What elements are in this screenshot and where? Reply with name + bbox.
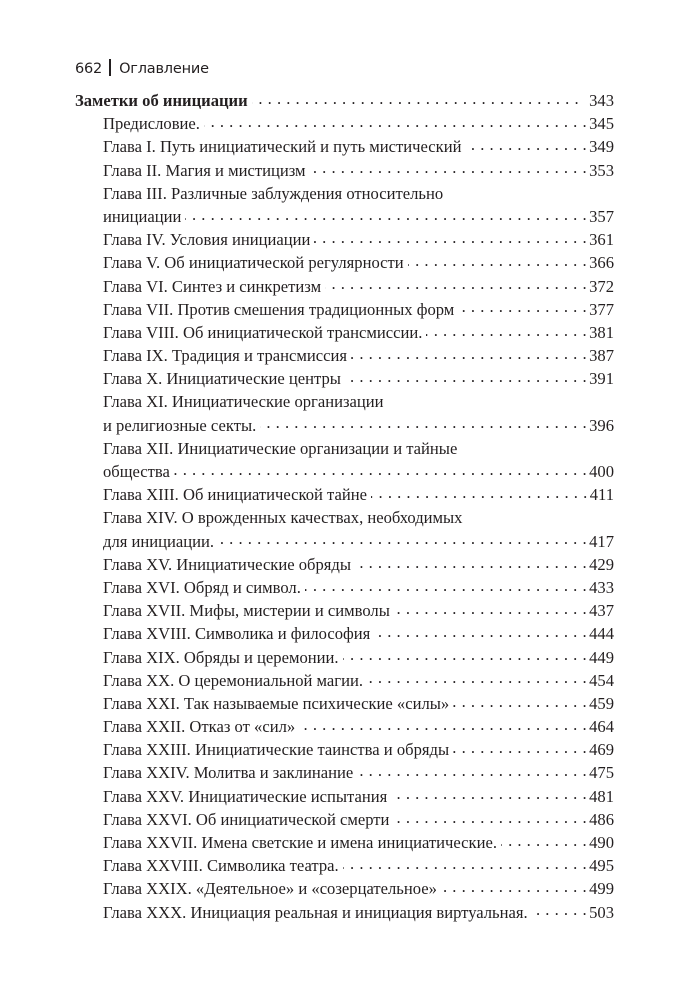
toc-page-number: 345 bbox=[589, 114, 614, 134]
dot-leader bbox=[532, 901, 587, 918]
toc-page-number: 469 bbox=[589, 740, 614, 760]
toc-entry-title: Глава I. Путь инициатический и путь мистический bbox=[103, 137, 462, 157]
toc-entry-title: общества bbox=[103, 462, 170, 481]
dot-leader bbox=[367, 669, 587, 686]
toc-entry-title: Глава VIII. Об инициатической трансмиссии. bbox=[103, 322, 423, 342]
toc-entry-title: Глава V. Об инициатической регулярности bbox=[103, 253, 404, 273]
toc-page-number: 357 bbox=[589, 206, 614, 226]
dot-leader bbox=[325, 275, 587, 292]
toc-page-number: 387 bbox=[589, 346, 614, 366]
toc-page-number: 400 bbox=[589, 462, 614, 481]
toc-section-title: Заметки об инициации bbox=[75, 91, 248, 110]
toc-page-number: 377 bbox=[589, 299, 614, 319]
page-number: 662 bbox=[75, 61, 103, 77]
toc-entry-title: Глава XVII. Мифы, мистерии и символы bbox=[103, 601, 390, 621]
toc-page-number: 391 bbox=[589, 369, 614, 389]
toc-entry[interactable] bbox=[75, 483, 614, 506]
toc-entry[interactable] bbox=[75, 761, 614, 784]
toc-entry-title: Предисловие. bbox=[103, 114, 200, 134]
toc-entry[interactable] bbox=[75, 390, 614, 413]
toc-entry[interactable] bbox=[75, 298, 614, 321]
toc-entry[interactable] bbox=[75, 646, 614, 669]
toc-page-number: 486 bbox=[589, 809, 614, 829]
toc-entry-title: Глава XXVI. Об инициатической смерти bbox=[103, 809, 390, 829]
toc-entry[interactable] bbox=[75, 599, 614, 622]
dot-leader bbox=[310, 159, 588, 176]
running-head-title: Оглавление bbox=[119, 61, 209, 77]
toc-entry-title: Глава XVI. Обряд и символ. bbox=[103, 577, 301, 597]
dot-leader bbox=[357, 762, 587, 779]
toc-page-number: 396 bbox=[589, 415, 614, 435]
toc-entry-title: Глава X. Инициатические центры bbox=[103, 369, 341, 389]
toc-entry-title: Глава IX. Традиция и трансмиссия bbox=[103, 346, 347, 366]
toc-page-number: 464 bbox=[589, 717, 614, 737]
toc-page-number: 372 bbox=[589, 276, 614, 296]
dot-leader bbox=[305, 576, 587, 593]
toc-entry[interactable] bbox=[75, 437, 614, 460]
dot-leader bbox=[391, 785, 587, 802]
dot-leader bbox=[204, 113, 587, 130]
toc-page-number: 454 bbox=[589, 670, 614, 690]
toc-entry-title: Глава XX. О церемониальной магии. bbox=[103, 670, 364, 690]
toc-page-number: 481 bbox=[589, 786, 614, 806]
toc-entry[interactable] bbox=[75, 135, 614, 158]
dot-leader bbox=[453, 739, 587, 756]
toc-entry-title: Глава XII. Инициатические организации и тайные bbox=[103, 438, 458, 458]
toc-page-number: 490 bbox=[589, 833, 614, 852]
toc-page-number: 366 bbox=[589, 253, 614, 273]
toc-entry-title: Глава VI. Синтез и синкретизм bbox=[103, 276, 322, 296]
dot-leader bbox=[345, 368, 587, 385]
toc-entry-title: Глава XIV. О врожденных качествах, необходимых bbox=[103, 508, 463, 528]
toc-page-number: 417 bbox=[589, 531, 614, 551]
toc-entry-title: Глава VII. Против смешения традиционных форм bbox=[103, 299, 455, 319]
toc-entry-title: Глава XXI. Так называемые психические «силы» bbox=[103, 693, 450, 713]
dot-leader bbox=[343, 646, 588, 663]
dot-leader bbox=[394, 600, 587, 617]
toc-entry-title: для инициации. bbox=[103, 531, 215, 551]
toc-page-number: 381 bbox=[589, 322, 614, 342]
toc-entry[interactable] bbox=[75, 901, 614, 924]
toc-entry-title: Глава XXV. Инициатические испытания bbox=[103, 786, 388, 806]
toc-entry-title: Глава XXIX. «Деятельное» и «созерцательное» bbox=[103, 879, 437, 899]
toc-entry-title: Глава III. Различные заблуждения относительно bbox=[103, 183, 444, 203]
dot-leader bbox=[393, 808, 587, 825]
toc-page-number: 411 bbox=[589, 485, 614, 505]
toc-page-number: 349 bbox=[589, 137, 614, 157]
dot-leader bbox=[343, 855, 587, 872]
toc-entry[interactable] bbox=[75, 854, 614, 877]
dot-leader bbox=[371, 484, 588, 501]
toc-entry-title: Глава XXVII. Имена светские и имена инициатические. bbox=[103, 833, 497, 852]
toc-page-number: 353 bbox=[589, 160, 614, 180]
toc-page-number: 444 bbox=[589, 624, 614, 644]
toc-entry-continuation[interactable] bbox=[75, 414, 614, 437]
toc-page-number: 495 bbox=[589, 856, 614, 876]
toc-entry-title: Глава XXIII. Инициатические таинства и обряды bbox=[103, 740, 450, 760]
toc-page-number: 449 bbox=[589, 647, 614, 667]
toc-entry-title: Глава XV. Инициатические обряды bbox=[103, 554, 352, 574]
toc-entry[interactable] bbox=[75, 669, 614, 692]
dot-leader bbox=[441, 878, 587, 895]
toc-section-heading[interactable] bbox=[75, 89, 614, 112]
toc-entry[interactable] bbox=[75, 251, 614, 274]
toc-entry[interactable] bbox=[75, 344, 614, 367]
dot-leader bbox=[465, 136, 587, 153]
dot-leader bbox=[355, 553, 587, 570]
toc-entry[interactable] bbox=[75, 159, 614, 182]
toc-entry[interactable] bbox=[75, 877, 614, 900]
dot-leader bbox=[218, 530, 587, 547]
toc-entry-title: Глава II. Магия и мистицизм bbox=[103, 160, 306, 180]
toc-entry[interactable] bbox=[75, 275, 614, 298]
toc-entry[interactable] bbox=[75, 553, 614, 576]
toc-entry-continuation[interactable] bbox=[75, 460, 614, 483]
toc-entry-continuation[interactable] bbox=[75, 205, 614, 228]
toc-entry-title: Глава IV. Условия инициации bbox=[103, 230, 311, 250]
table-of-contents bbox=[75, 89, 614, 924]
toc-entry[interactable] bbox=[75, 506, 614, 529]
toc-entry-title: Глава XVIII. Символика и философия bbox=[103, 624, 371, 644]
toc-entry[interactable] bbox=[75, 182, 614, 205]
toc-page-number: 429 bbox=[589, 554, 614, 574]
dot-leader bbox=[501, 831, 587, 848]
dot-leader bbox=[408, 252, 587, 269]
toc-entry[interactable] bbox=[75, 622, 614, 645]
dot-leader bbox=[252, 89, 579, 106]
toc-entry-title: Глава XXII. Отказ от «сил» bbox=[103, 717, 296, 737]
dot-leader bbox=[299, 715, 587, 732]
dot-leader bbox=[374, 623, 587, 640]
toc-entry-title: Глава XIII. Об инициатической тайне bbox=[103, 485, 368, 505]
header-separator bbox=[109, 59, 111, 76]
toc-entry[interactable] bbox=[75, 112, 614, 135]
toc-entry[interactable] bbox=[75, 715, 614, 738]
toc-page-number: 433 bbox=[589, 577, 614, 597]
toc-entry[interactable] bbox=[75, 576, 614, 599]
toc-page-number: 343 bbox=[589, 91, 614, 110]
dot-leader bbox=[314, 229, 587, 246]
toc-entry-title: Глава XXVIII. Символика театра. bbox=[103, 856, 339, 876]
dot-leader bbox=[351, 344, 587, 361]
toc-entry-title: Глава XXIV. Молитва и заклинание bbox=[103, 763, 354, 783]
dot-leader bbox=[260, 414, 587, 431]
toc-page-number: 503 bbox=[589, 902, 614, 922]
toc-entry-title: Глава XXX. Инициация реальная и инициация виртуальная. bbox=[103, 902, 528, 922]
toc-page-number: 499 bbox=[589, 879, 614, 899]
toc-entry[interactable] bbox=[75, 831, 614, 854]
toc-page-number: 459 bbox=[589, 693, 614, 713]
dot-leader bbox=[174, 460, 587, 477]
toc-entry-title: Глава XIX. Обряды и церемонии. bbox=[103, 647, 339, 667]
toc-entry[interactable] bbox=[75, 228, 614, 251]
dot-leader bbox=[453, 692, 587, 709]
toc-entry[interactable] bbox=[75, 738, 614, 761]
toc-entry-title: инициации bbox=[103, 206, 182, 226]
toc-entry[interactable] bbox=[75, 367, 614, 390]
toc-entry-continuation[interactable] bbox=[75, 530, 614, 553]
running-head bbox=[75, 59, 209, 77]
toc-entry-title: и религиозные секты. bbox=[103, 415, 257, 435]
toc-page-number: 361 bbox=[589, 230, 614, 250]
toc-entry[interactable] bbox=[75, 785, 614, 808]
toc-entry-title: Глава XI. Инициатические организации bbox=[103, 392, 384, 412]
toc-page-number: 475 bbox=[589, 763, 614, 783]
toc-entry[interactable] bbox=[75, 692, 614, 715]
dot-leader bbox=[426, 321, 587, 338]
dot-leader bbox=[458, 298, 587, 315]
toc-entry[interactable] bbox=[75, 321, 614, 344]
dot-leader bbox=[185, 205, 587, 222]
toc-entry[interactable] bbox=[75, 808, 614, 831]
toc-page-number: 437 bbox=[589, 601, 614, 621]
